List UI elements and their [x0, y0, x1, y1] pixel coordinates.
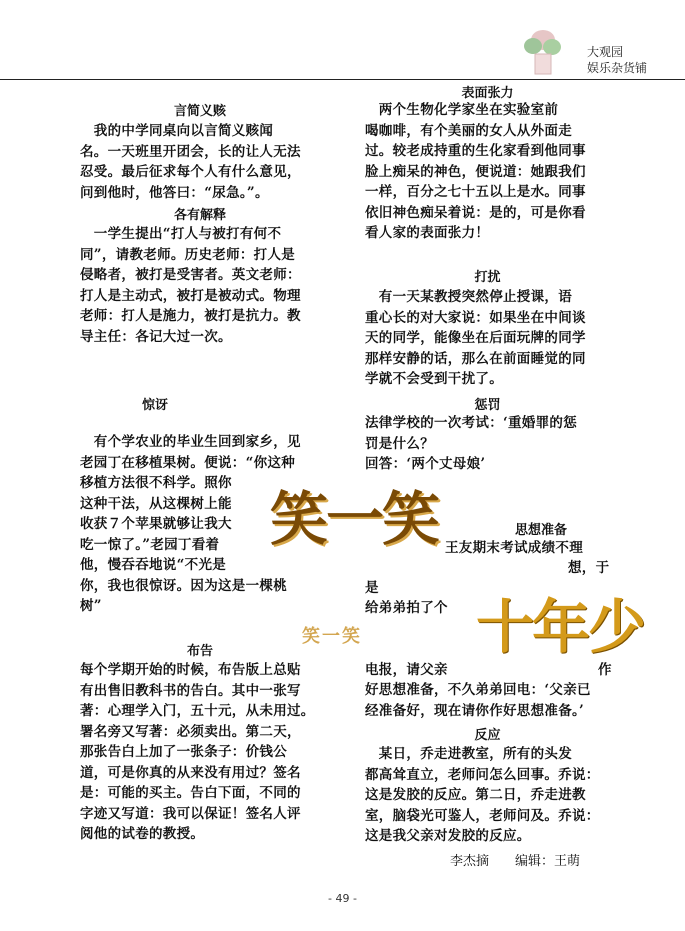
text-line: 学就不会受到干扰了。 [365, 371, 503, 387]
text-line: 打人是主动式，被打是被动式。物理 [80, 287, 301, 304]
section-title-bugao: 布告 [186, 644, 213, 659]
brand-line2: 娱乐杂货铺 [586, 61, 647, 75]
text-line: 一样，百分之七十五以上是水。同事 [365, 184, 586, 200]
text-line: 有个学农业的毕业生回到家乡，见 [80, 434, 301, 450]
section-title-biaomian: 表面张力 [461, 86, 514, 101]
text-line: 收获７个苹果就够让我大 [80, 516, 232, 532]
section-darao [365, 287, 625, 390]
text-line: 著：心理学入门，五十元，从未用过。 [80, 703, 315, 719]
page-number: - 49 - [328, 892, 357, 905]
text-line: 这是发胶的反应。第二日，乔走进教 [365, 787, 586, 803]
text-line: 王友期末考试成绩不理 [445, 540, 583, 556]
text-line: 那张告白上加了一张条子：价钱公 [80, 744, 287, 760]
text-line: 重心长的对大家说：如果坐在中间谈 [365, 309, 586, 326]
section-yanjian [80, 121, 350, 203]
text-line: 经准备好，现在请你作好思想准备。’ [365, 702, 585, 719]
text-line: 署名旁又写著：必须卖出。第二天， [80, 723, 301, 740]
section-biaomian [365, 100, 625, 244]
text-line: 依旧神色痴呆着说：是的，可是你看 [365, 204, 586, 221]
text-line: 罚是什么？ [365, 435, 434, 452]
text-line: 导主任：各记大过一次。 [80, 328, 232, 345]
wordart-xiaoyixiao-small: 笑一笑 [302, 626, 362, 647]
section-title-gejie: 各有解释 [173, 208, 226, 223]
flower-pot-icon [518, 26, 568, 78]
text-line: 字迹又写道：我可以保证！签名人评 [80, 805, 301, 822]
text-line: 室，脑袋光可鉴人，老师问及。乔说： [365, 807, 600, 824]
text-line: 电报，请父亲 [365, 662, 448, 678]
text-line: 树” [80, 598, 102, 614]
section-title-chengfa: 惩罚 [474, 398, 501, 413]
text-line: 给弟弟拍了个 [365, 600, 448, 616]
section-title-jingya: 惊讶 [141, 398, 168, 413]
text-line: 同”，请教老师。历史老师：打人是 [80, 246, 296, 263]
text-line: 过。较老成持重的生化家看到他同事 [365, 143, 586, 159]
wordart-shinianshao: 十年少 [476, 593, 645, 661]
text-line: 两个生物化学家坐在实验室前 [365, 102, 559, 118]
header-divider [0, 79, 685, 80]
section-sixiang-tail [365, 680, 627, 721]
text-line: 一学生提出“打人与被打有何不 [80, 226, 282, 242]
text-line: 是 [365, 580, 379, 596]
text-line: 忍受。最后征求每个人有什么意见， [80, 164, 301, 180]
text-line: 吃一惊了。”老园丁看着 [80, 536, 220, 553]
brand-line1: 大观园 [586, 45, 623, 59]
text-line: 某日，乔走进教室，所有的头发 [365, 746, 572, 762]
text-line: 是：可能的买主。告白下面，不同的 [80, 785, 301, 801]
text-line: 每个学期开始的时候，布告版上总贴 [80, 662, 301, 678]
section-gejie [80, 224, 350, 347]
text-line: 我的中学同桌向以言简义赅闻 [80, 123, 274, 139]
text-line: 问到他时，他答曰：“尿急。”。 [80, 184, 269, 201]
text-line: 侵略者，被打是受害者。英文老师： [80, 267, 301, 283]
text-line: 你，我也很惊讶。因为这是一棵桃 [80, 577, 287, 594]
wordart-xiaoyixiao: 笑一笑 [270, 485, 439, 553]
text-line: 有一天某教授突然停止授课，语 [365, 289, 572, 305]
text-line: 那样安静的话，那么在前面睡觉的同 [365, 350, 586, 367]
text-line: 作 [598, 662, 612, 678]
text-line: 有出售旧教科书的告白。其中一张写 [80, 682, 301, 699]
text-line: 看人家的表面张力！ [365, 225, 490, 241]
text-line: 好思想准备，不久弟弟回电：‘父亲已 [365, 682, 591, 698]
section-title-yanjian: 言简义赅 [173, 104, 226, 119]
section-chengfa [365, 413, 625, 475]
brand-block [587, 44, 647, 76]
section-fanying [365, 744, 627, 847]
text-line: 喝咖啡，有个美丽的女人从外面走 [365, 122, 572, 139]
text-line: 都高耸直立，老师问怎么回事。乔说： [365, 766, 600, 783]
section-title-sixiang: 思想准备 [515, 523, 568, 538]
text-line: 道，可是你真的从来没有用过？签名 [80, 764, 301, 781]
credit-line: 李杰摘 编辑：王萌 [450, 854, 581, 869]
text-line: 回答：‘两个丈母娘’ [365, 456, 486, 472]
text-line: 老师：打人是施力，被打是抗力。教 [80, 308, 301, 324]
text-line: 他，慢吞吞地说“不光是 [80, 557, 227, 573]
text-line: 这种干法，从这棵树上能 [80, 495, 232, 512]
text-line: 老园丁在移植果树。便说：“你这种 [80, 454, 296, 471]
text-line: 脸上痴呆的神色，便说道：她跟我们 [365, 163, 586, 180]
text-line: 阅他的试卷的教授。 [80, 826, 205, 842]
text-line: 法律学校的一次考试：‘重婚罪的惩 [365, 415, 577, 431]
section-title-darao: 打扰 [474, 270, 501, 285]
section-title-fanying: 反应 [474, 728, 501, 743]
text-line: 想，于 [568, 560, 610, 576]
text-line: 这是我父亲对发胶的反应。 [365, 828, 531, 844]
text-line: 天的同学，能像坐在后面玩牌的同学 [365, 330, 586, 346]
text-line: 移植方法很不科学。照你 [80, 475, 232, 491]
section-bugao [80, 660, 355, 845]
text-line: 名。一天班里开团会，长的让人无法 [80, 143, 301, 160]
